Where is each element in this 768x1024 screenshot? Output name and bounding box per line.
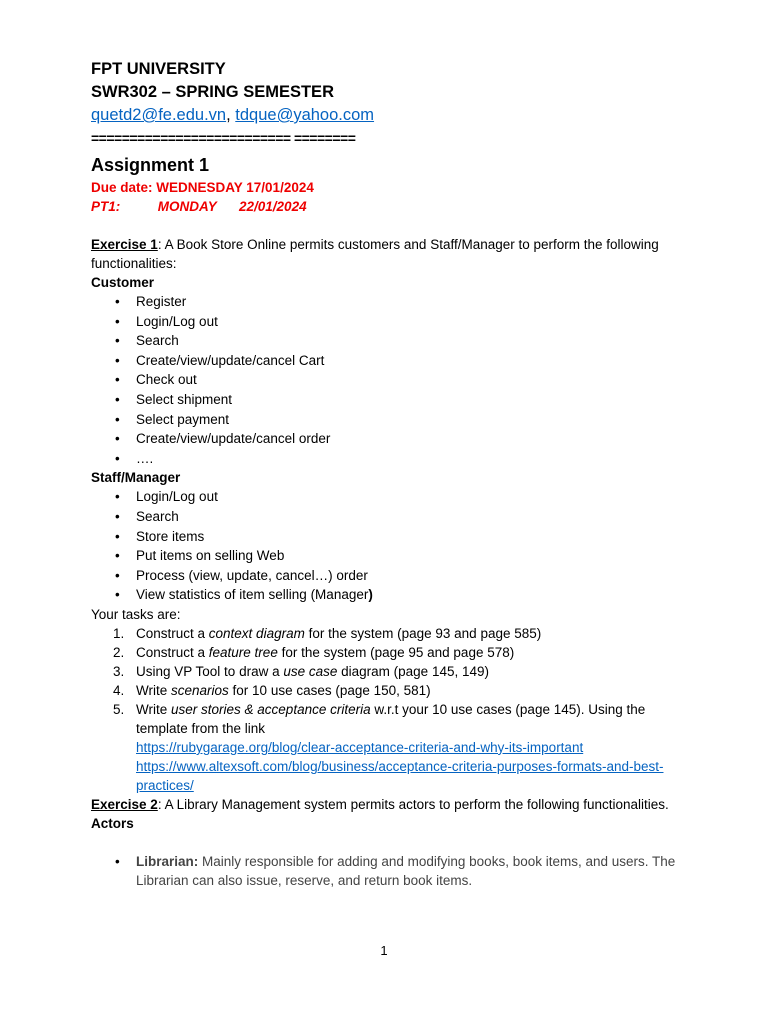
list-item: • …. <box>91 449 691 469</box>
tasks-list <box>91 624 691 795</box>
email-link-1[interactable]: quetd2@fe.edu.vn <box>91 106 227 124</box>
customer-heading: Customer <box>91 275 155 290</box>
assignment-title: Assignment 1 <box>91 155 210 175</box>
librarian-text: Mainly responsible for adding and modifying books, book items, and users. The Librarian can also issue, reserve, and return book items. <box>136 853 676 888</box>
list-item: • Process (view, update, cancel…) order <box>91 566 691 586</box>
bullet-icon: • <box>115 548 120 564</box>
list-item: • Put items on selling Web <box>91 546 691 566</box>
bullet-icon: • <box>115 567 120 583</box>
actors-heading: Actors <box>91 815 134 831</box>
course-title: SWR302 – SPRING SEMESTER <box>91 83 334 101</box>
list-item: • Select payment <box>91 410 691 430</box>
exercise-2-intro <box>91 795 691 814</box>
bullet-icon: • <box>115 450 120 466</box>
librarian-label: Librarian: <box>136 853 199 869</box>
librarian-item <box>91 852 691 890</box>
bullet-icon: • <box>115 489 120 505</box>
page-number: 1 <box>380 943 388 958</box>
task-item: 2. Construct a feature tree for the system (page 95 and page 578) <box>113 644 515 660</box>
customer-list <box>91 292 691 468</box>
task-item: 4. Write scenarios for 10 use cases (page 150, 581) <box>113 682 431 698</box>
separator-rule: ========================== ======== <box>91 130 356 146</box>
list-item: • Check out <box>91 370 691 390</box>
list-item: • Search <box>91 507 691 527</box>
exercise-1-label: Exercise 1 <box>91 237 158 252</box>
university-name: FPT UNIVERSITY <box>91 60 226 78</box>
list-item: • Select shipment <box>91 390 691 410</box>
staff-heading: Staff/Manager <box>91 470 181 486</box>
list-item: • View statistics of item selling (Manager) <box>91 585 691 605</box>
exercise-2-label: Exercise 2 <box>91 796 158 812</box>
contact-emails <box>91 104 691 127</box>
bullet-icon: • <box>115 528 120 544</box>
bullet-icon: • <box>115 391 120 407</box>
staff-list <box>91 487 691 605</box>
list-item: • Login/Log out <box>91 487 691 507</box>
list-item: • Search <box>91 331 691 351</box>
exercise-2-text: : A Library Management system permits actors to perform the following functionalities. <box>157 796 669 812</box>
due-date: Due date: WEDNESDAY 17/01/2024 <box>91 180 314 195</box>
acceptance-criteria-link-2[interactable]: https://www.altexsoft.com/blog/business/acceptance-criteria-purposes-formats-and-best-practices/ <box>136 758 664 793</box>
acceptance-criteria-link-1[interactable]: https://rubygarage.org/blog/clear-acceptance-criteria-and-why-its-important <box>136 739 584 755</box>
list-item: • Login/Log out <box>91 312 691 332</box>
bullet-icon: • <box>115 313 120 329</box>
list-item: • Create/view/update/cancel Cart <box>91 351 691 371</box>
task-item: 1. Construct a context diagram for the system (page 93 and page 585) <box>113 625 542 641</box>
list-item: • Create/view/update/cancel order <box>91 429 691 449</box>
bullet-icon: • <box>115 853 120 869</box>
list-item: • Register <box>91 292 691 312</box>
bullet-icon: • <box>115 372 120 388</box>
bullet-icon: • <box>115 431 120 447</box>
bullet-icon: • <box>115 352 120 368</box>
exercise-1-text: : A Book Store Online permits customers and Staff/Manager to perform the following functionalities: <box>91 237 659 271</box>
pt1-date: PT1: MONDAY 22/01/2024 <box>91 199 307 214</box>
exercise-1-intro <box>91 235 691 273</box>
task-item: 3. Using VP Tool to draw a use case diagram (page 145, 149) <box>113 663 489 679</box>
bullet-icon: • <box>115 333 120 349</box>
task-item: 5. Write user stories & acceptance criteria w.r.t your 10 use cases (page 145). Using the template from the link https://rubygarage.org/blog/clear-acceptance-criteria-and-why-its-important https://www.altexsoft.com/blog/business/acceptance-criteria-purposes-formats-and-best-practices/ <box>91 700 691 795</box>
email-separator: , <box>226 106 236 124</box>
list-item: • Store items <box>91 527 691 547</box>
bullet-icon: • <box>115 587 120 603</box>
email-link-2[interactable]: tdque@yahoo.com <box>235 106 375 124</box>
bullet-icon: • <box>115 294 120 309</box>
document-page <box>91 58 691 890</box>
bullet-icon: • <box>115 411 120 427</box>
bullet-icon: • <box>115 508 120 524</box>
tasks-heading: Your tasks are: <box>91 606 181 622</box>
